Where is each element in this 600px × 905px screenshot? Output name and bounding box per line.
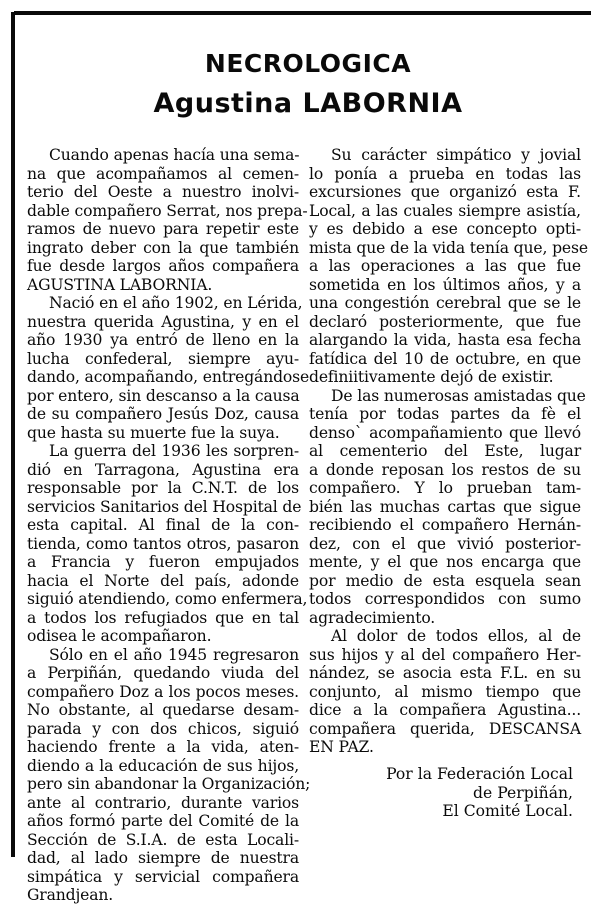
text-line: agradecimiento.	[309, 608, 436, 627]
text-line: dez, con el que vivió posterior-	[309, 534, 581, 553]
text-line: diendo a la educación de sus hijos,	[27, 756, 299, 775]
text-line: tienda, como tantos otros, pasaron	[27, 534, 299, 553]
paragraph	[27, 442, 308, 646]
text-line: Sección de S.I.A. de esta Locali-	[27, 830, 299, 849]
text-line: conjunto, al mismo tiempo que	[309, 682, 581, 701]
text-line: De las numerosas amistadas que	[331, 386, 586, 405]
text-line: dió en Tarragona, Agustina era	[27, 460, 299, 479]
text-line: ante al contrario, durante varios	[27, 793, 299, 812]
text-line: haciendo frente a la vida, aten-	[27, 738, 299, 756]
text-line: mente, y el que nos encarga que	[309, 553, 581, 571]
text-line: al cementerio del Este, lugar	[309, 442, 581, 460]
left-column	[27, 146, 311, 905]
text-line: Nació en el año 1902, en Lérida,	[49, 294, 303, 312]
text-line: dable compañero Serrat, nos prepa-	[27, 201, 308, 220]
text-line: terio del Oeste a nuestro inolvi-	[27, 183, 299, 201]
signature-line: El Comité Local.	[442, 802, 573, 820]
text-line: Sólo en el año 1945 regresaron	[49, 645, 299, 664]
paragraph	[27, 645, 311, 905]
text-line: compañero. Y lo prueban tam-	[309, 479, 581, 497]
text-line: na que acompañamos al cemen-	[27, 164, 299, 183]
text-line: Al dolor de todos ellos, al de	[331, 627, 581, 645]
paragraph	[27, 294, 310, 442]
paragraph	[309, 386, 586, 628]
text-line: parada y con dos chicos, siguió	[27, 719, 299, 738]
text-line: dando, acompañando, entregándose	[27, 368, 310, 386]
text-line: a Francia y fueron empujados	[27, 553, 299, 571]
text-line: Local, a las cuales siempre asistía,	[309, 201, 581, 220]
text-line: AGUSTINA LABORNIA.	[27, 275, 213, 294]
paragraph	[309, 146, 588, 387]
text-line: que hasta su muerte fue la suya.	[27, 423, 280, 442]
text-line: bién las muchas cartas que sigue	[309, 497, 581, 516]
text-line: compañero Doz a los pocos meses.	[27, 682, 299, 701]
text-line: por medio de esta esquela sean	[309, 571, 581, 590]
text-line: hacia el Norte del país, adonde	[27, 571, 299, 590]
text-line: dice a la compañera Agustina...	[309, 701, 581, 719]
left-border-rule	[11, 12, 15, 857]
text-line: Grandjean.	[27, 886, 114, 904]
right-column	[309, 146, 588, 757]
text-line: lucha confederal, siempre ayu-	[27, 349, 299, 368]
text-line: sus hijos y al del compañero Her-	[309, 645, 581, 664]
text-line: todos correspondidos con sumo	[309, 590, 581, 608]
page-subtitle: Agustina LABORNIA	[153, 88, 463, 119]
text-line: dad, al lado siempre de nuestra	[27, 849, 299, 867]
text-line: tenía por todas partes da fè el	[309, 405, 581, 423]
text-line: mista que de la vida tenía que, pese	[309, 238, 588, 257]
text-line: años formó parte del Comité de la	[27, 812, 299, 830]
text-line: por entero, sin descanso a la causa	[27, 386, 300, 405]
text-line: ingrato deber con la que también	[27, 238, 299, 257]
text-line: a todos los refugiados que en tal	[27, 608, 299, 627]
text-line: servicios Sanitarios del Hospital de	[27, 497, 302, 516]
signature-line: Por la Federación Local	[386, 765, 573, 783]
text-line: EN PAZ.	[309, 738, 374, 756]
text-line: sometida en los últimos años, y a	[309, 275, 581, 294]
text-line: fue desde largos años compañera	[27, 257, 299, 275]
text-line: No obstante, al quedarse desam-	[27, 701, 299, 719]
signature-line: de Perpiñán,	[473, 783, 573, 802]
text-line: simpática y servicial compañera	[27, 867, 299, 886]
text-line: Cuando apenas hacía una sema-	[49, 146, 300, 164]
signature-block	[330, 765, 573, 821]
text-line: declaró posteriormente, que fue	[309, 312, 581, 331]
text-line: lo ponía a prueba en todas las	[309, 164, 581, 183]
text-line: definiitivamente dejó de existir.	[309, 368, 554, 386]
paragraph	[27, 146, 308, 294]
text-line: a Perpiñán, quedando viuda del	[27, 664, 299, 682]
text-line: compañera querida, DESCANSA	[309, 719, 581, 738]
text-line: pero sin abandonar la Organización;	[27, 775, 311, 793]
text-line: año 1930 ya entró de lleno en la	[27, 331, 299, 349]
text-line: una congestión cerebral que se le	[309, 294, 581, 312]
text-line: excursiones que organizó esta F.	[309, 183, 581, 201]
text-line: denso` acompañamiento que llevó	[309, 423, 581, 442]
text-line: a las operaciones a las que fue	[309, 257, 581, 275]
text-line: responsable por la C.N.T. de los	[27, 479, 299, 497]
text-line: nández, se asocia esta F.L. en su	[309, 664, 581, 682]
text-line: a donde reposan los restos de su	[309, 460, 581, 479]
page-title: NECROLOGICA	[204, 49, 412, 78]
top-border-rule	[14, 11, 591, 15]
text-line: de su compañero Jesús Doz, causa	[27, 405, 299, 423]
text-line: Su carácter simpático y jovial	[331, 146, 581, 164]
text-line: recibiendo el compañero Hernán-	[309, 516, 581, 534]
text-line: La guerra del 1936 les sorpren-	[49, 442, 299, 460]
text-line: odisea le acompañaron.	[27, 627, 212, 645]
text-line: nuestra querida Agustina, y en el	[27, 312, 299, 331]
text-line: y es debido a ese concepto opti-	[309, 220, 581, 238]
text-line: esta capital. Al final de la con-	[27, 516, 299, 534]
text-line: alargando la vida, hasta esa fecha	[309, 331, 581, 349]
paragraph	[309, 627, 581, 757]
text-line: ramos de nuevo para repetir este	[27, 220, 299, 238]
text-line: fatídica del 10 de octubre, en que	[309, 349, 581, 368]
text-line: siguió atendiendo, como enfermera,	[27, 590, 308, 608]
